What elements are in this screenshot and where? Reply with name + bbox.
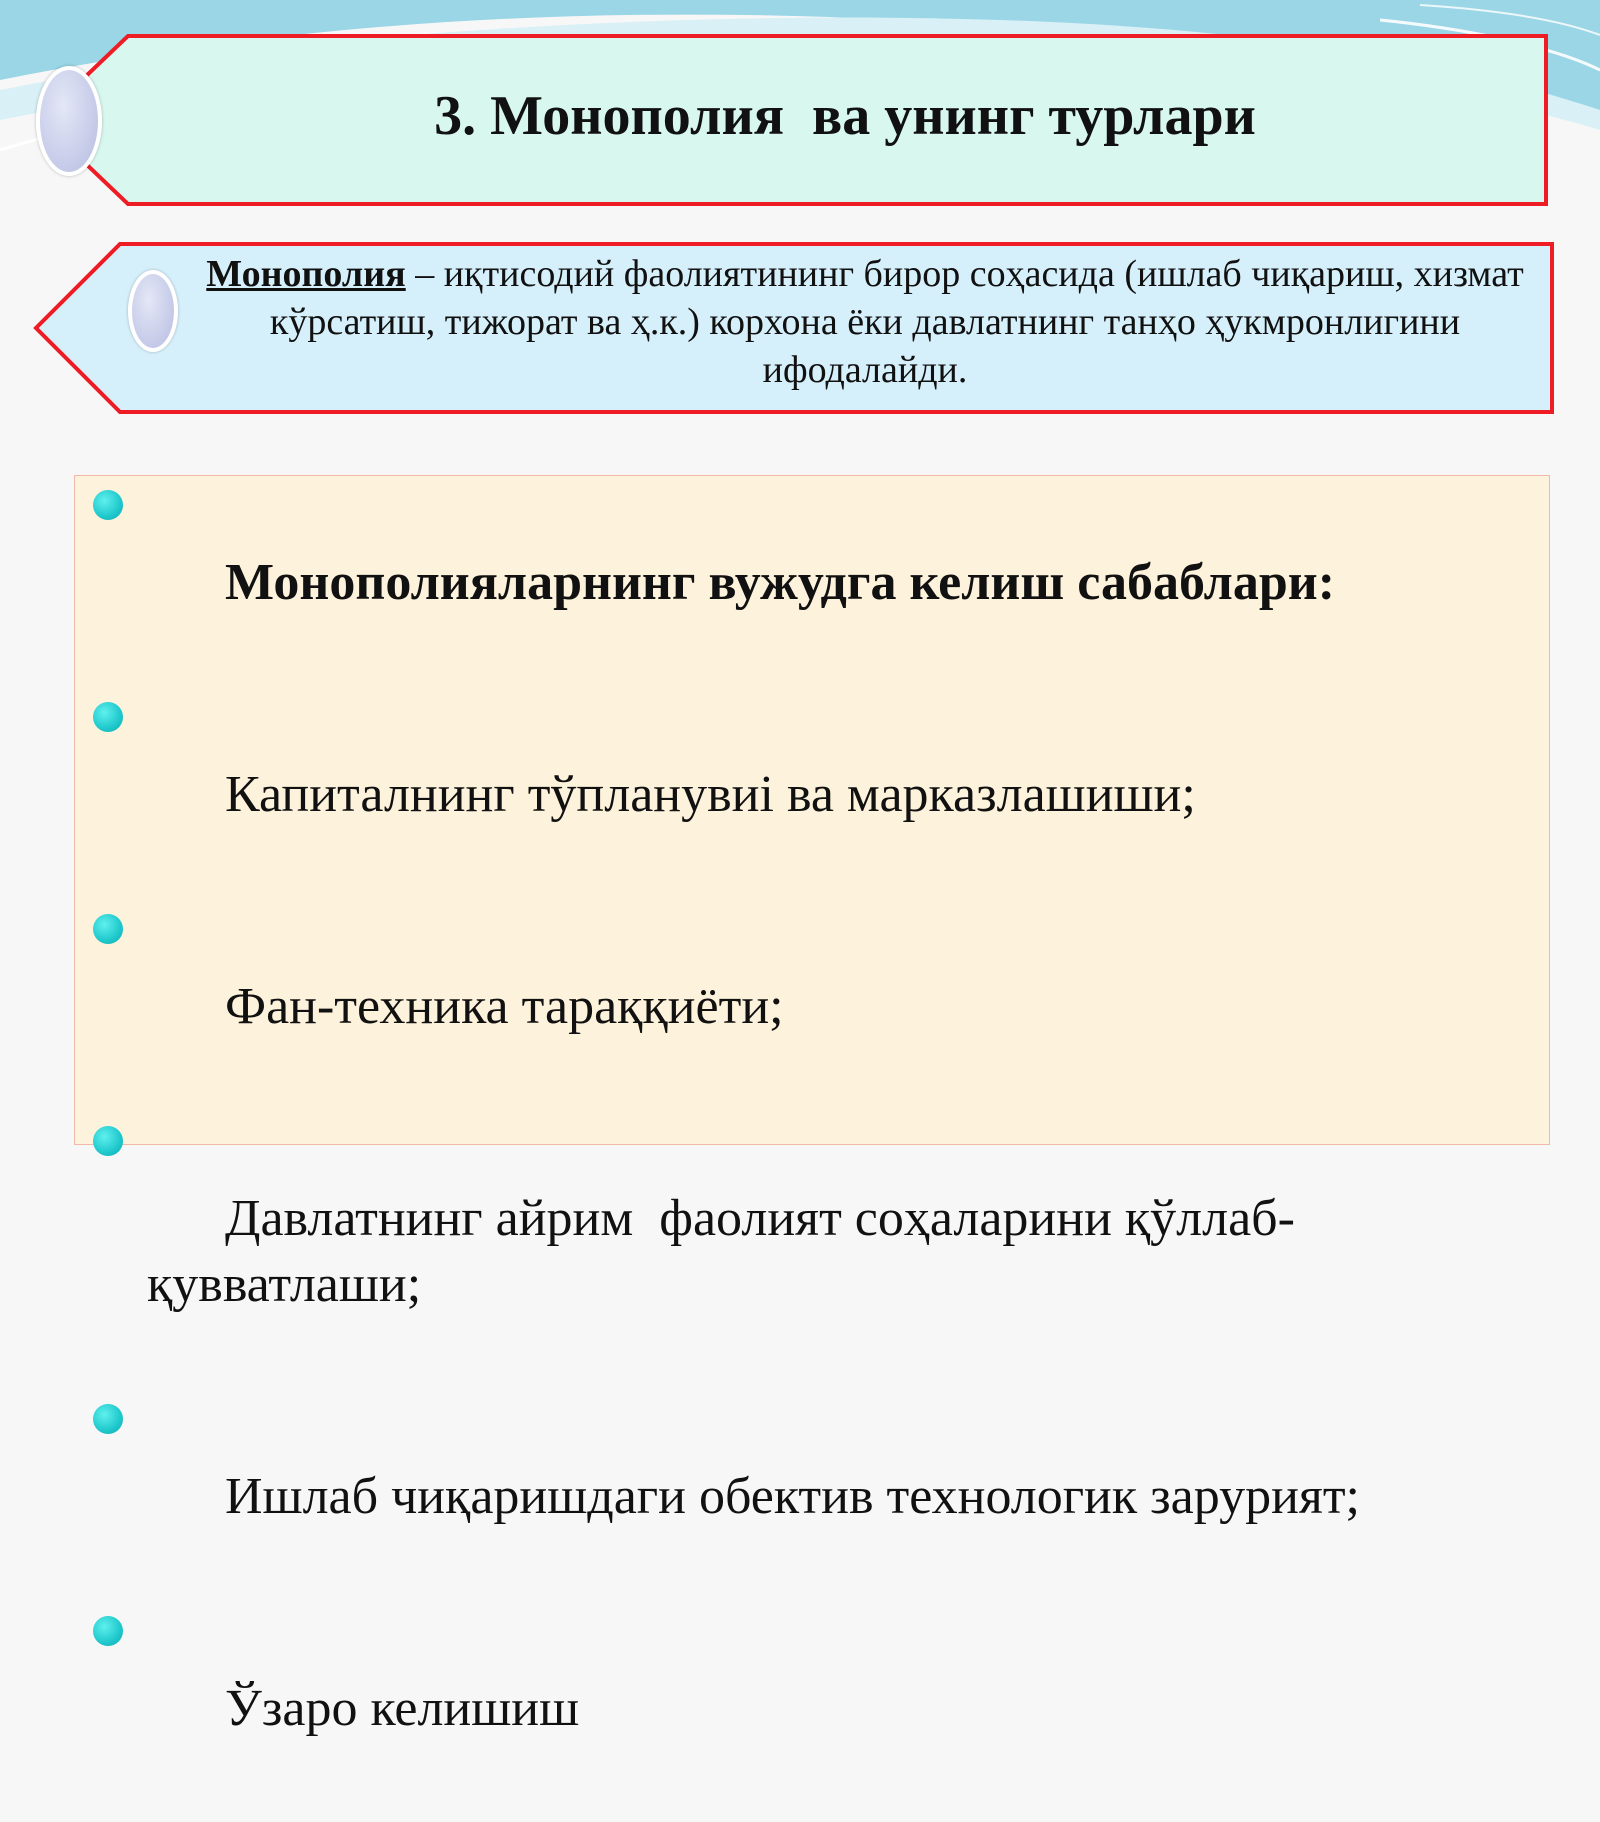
list-item xyxy=(75,908,1549,1106)
definition-banner xyxy=(30,240,1560,418)
slide-title: 3. Монополия ва унинг турлари xyxy=(434,85,1256,147)
bullet-dot-icon xyxy=(93,702,123,732)
causes-heading-text: Монополияларнинг вужудга келиш сабаблари: xyxy=(225,554,1336,611)
causes-content-box xyxy=(74,475,1550,1737)
bullet-dot-icon xyxy=(93,1616,123,1646)
list-item xyxy=(75,696,1549,894)
bullet-dot-icon xyxy=(93,914,123,944)
list-item-text: Капиталнинг тўпланувиi ва марказлашиши; xyxy=(225,766,1196,823)
list-item-text: Фан-техника тараққиёти; xyxy=(225,978,784,1035)
list-item-text: Давлатнинг айрим фаолият соҳаларини қўллаб-қувватлаши; xyxy=(147,1190,1295,1313)
list-item xyxy=(75,1120,1549,1384)
list-item-text: Ўзаро келишиш xyxy=(225,1680,580,1737)
causes-list xyxy=(75,484,1549,1822)
definition-oval-ornament xyxy=(128,270,178,352)
list-item xyxy=(75,1610,1549,1808)
title-oval-ornament xyxy=(36,66,102,176)
title-banner xyxy=(30,32,1550,210)
bullet-dot-icon xyxy=(93,1126,123,1156)
causes-heading xyxy=(75,484,1549,682)
list-item-text: Ишлаб чиқаришдаги обектив технологик зарурият; xyxy=(225,1468,1360,1525)
bullet-dot-icon xyxy=(93,490,123,520)
bullet-dot-icon xyxy=(93,1404,123,1434)
definition-body: – иқтисодий фаолиятининг бирор соҳасида (ишлаб чиқариш, хизмат кўрсатиш, тижорат ва ҳ.к.) корхона ёки давлатнинг танҳо ҳукмронлигини ифодалайди. xyxy=(269,253,1524,391)
definition-text xyxy=(180,250,1550,394)
definition-term: Монополия xyxy=(206,253,406,295)
list-item xyxy=(75,1398,1549,1596)
